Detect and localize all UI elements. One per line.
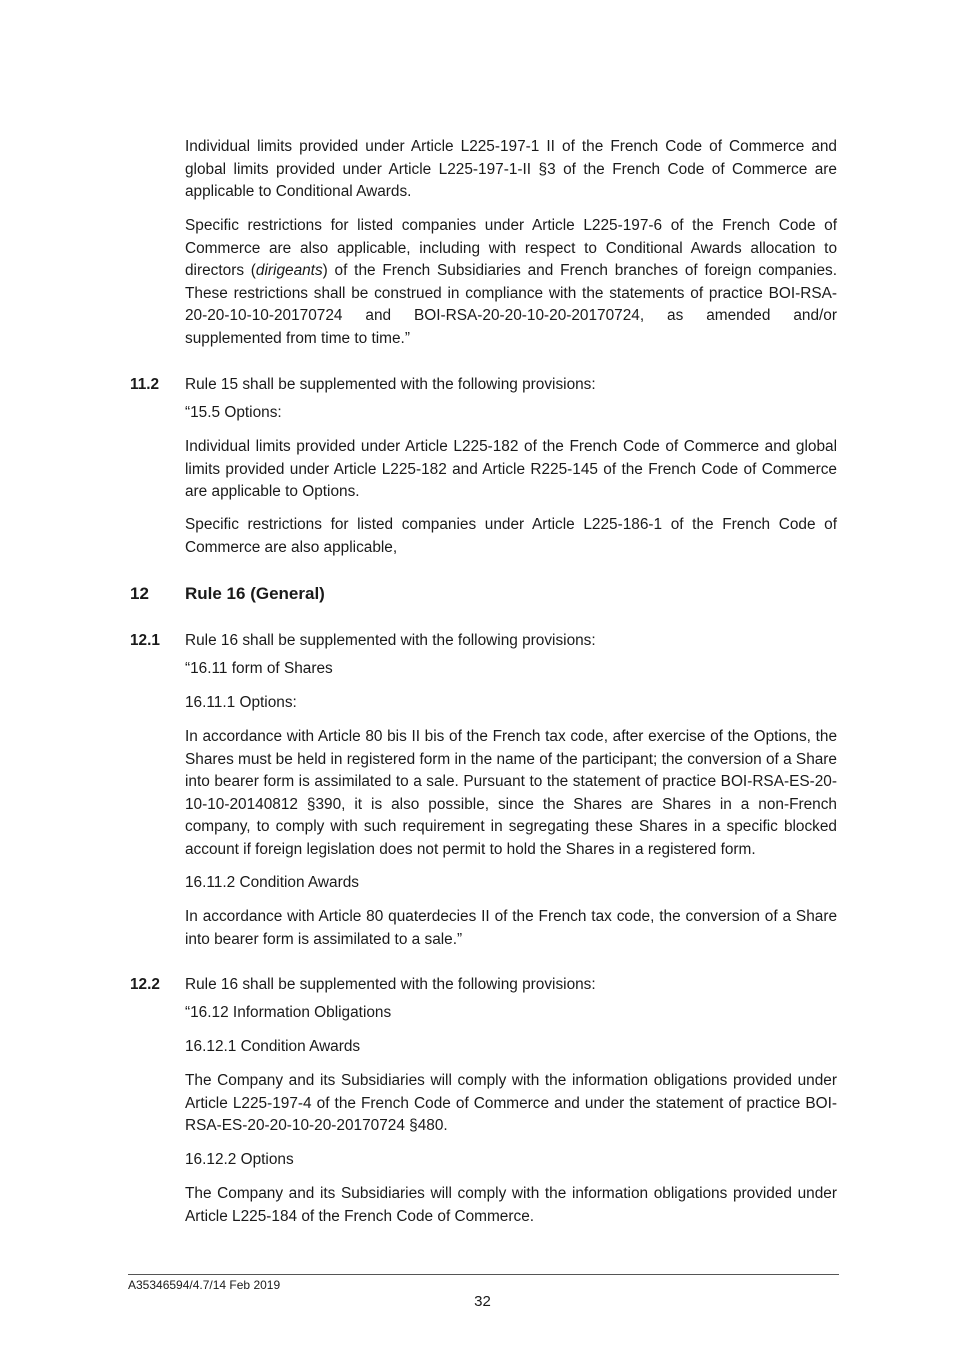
paragraph-specific-restrictions-conditional-awards (185, 215, 837, 351)
italic-term: dirigeants (255, 262, 323, 280)
paragraph-information-obligations-awards: The Company and its Subsidiaries will comply with the information obligations provided under Article L225-197-4 of the French Code of Commerce and under the statement of practice BOI-RSA-ES-20-20-10-20-20170724 §480. (185, 1072, 837, 1135)
paragraph-bearer-form: In accordance with Article 80 quaterdecies II of the French tax code, the conversion of a Share into bearer form is assimilated to a sale.” (185, 908, 837, 948)
subheading-16-11-2: 16.11.2 Condition Awards (185, 874, 359, 891)
subheading-16-11: “16.11 form of Shares (185, 660, 333, 677)
section-12-1-intro: Rule 16 shall be supplemented with the following provisions: (185, 632, 596, 649)
paragraph-text: ) of the French Subsidiaries and French branches of foreign companies. These restrictions shall be construed in compliance with the statements of practice BOI-RSA-20-20-10-10-20170724 and BOI-RSA-20-20-10-20-20170724, as amended and/or supplemented from time to time.” (185, 262, 837, 347)
paragraph-text: Specific restrictions for listed companies under Article L225-197-6 of the French Code of Commerce are also applicable, including with respect to Conditional Awards allocation to directors ( (185, 217, 837, 280)
footer-document-reference: A35346594/4.7/14 Feb 2019 (128, 1278, 281, 1292)
section-number-12-1: 12.1 (130, 632, 160, 649)
section-12-number: 12 (130, 584, 149, 603)
subheading-16-11-1: 16.11.1 Options: (185, 694, 297, 711)
paragraph-conditional-awards-limits: Individual limits provided under Article L225-197-1 II of the French Code of Commerce and global limits provided under Article L225-197-1-II §3 of the French Code of Commerce are applicable to Conditional Awards. (185, 138, 837, 201)
paragraph-options-restrictions: Specific restrictions for listed companies under Article L225-186-1 of the French Code of Commerce are also applicable, (185, 516, 837, 556)
section-number-12-2: 12.2 (130, 976, 160, 993)
paragraph-information-obligations-options: The Company and its Subsidiaries will comply with the information obligations provided under Article L225-184 of the French Code of Commerce. (185, 1185, 837, 1225)
subheading-15-5: “15.5 Options: (185, 404, 282, 421)
section-12-2-intro: Rule 16 shall be supplemented with the following provisions: (185, 976, 596, 993)
subheading-16-12-2: 16.12.2 Options (185, 1151, 294, 1168)
section-number-11-2: 11.2 (130, 376, 160, 393)
section-12-title: Rule 16 (General) (185, 584, 325, 603)
paragraph-registered-form: In accordance with Article 80 bis II bis of the French tax code, after exercise of the Options, the Shares must be held in registered form in the name of the participant; the conversion of a Share into bearer form is assimilated to a sale. Pursuant to the statement of practice BOI-RSA-ES-20-10-10-20140812 §390, it is also possible, since the Shares are Shares in a non-French company, to comply with such requirement in segregating these Shares in a specific blocked account if foreign legislation does not permit to hold the Shares in a registered form. (185, 728, 837, 858)
subheading-16-12-1: 16.12.1 Condition Awards (185, 1038, 361, 1055)
footer-divider (128, 1274, 839, 1275)
page-number: 32 (474, 1293, 491, 1310)
paragraph-options-limits: Individual limits provided under Article L225-182 of the French Code of Commerce and global limits provided under Article L225-182 and Article R225-145 of the French Code of Commerce are applicable to Options. (185, 438, 837, 501)
subheading-16-12: “16.12 Information Obligations (185, 1004, 392, 1021)
section-11-2-intro: Rule 15 shall be supplemented with the following provisions: (185, 376, 596, 393)
